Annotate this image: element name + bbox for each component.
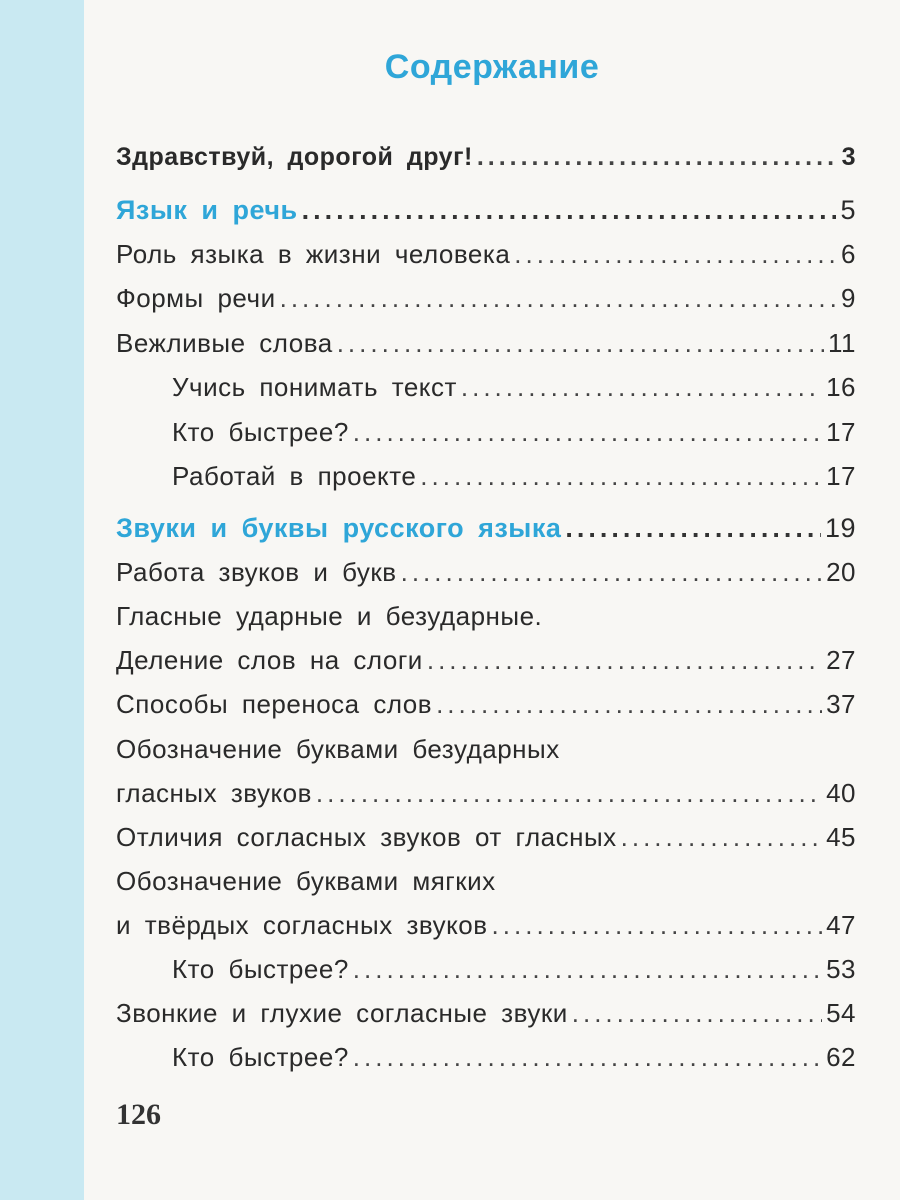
toc-entry-text: Отличия согласных звуков от гласных (116, 822, 617, 852)
toc-entry-page: 17 (826, 417, 856, 447)
toc-leader-dots (353, 954, 822, 985)
toc-entry[interactable] (116, 910, 856, 941)
toc-entry-page: 47 (826, 910, 856, 940)
page-title: Содержание (384, 48, 600, 86)
toc-entry-text: Гласные ударные и безударные. (116, 601, 543, 631)
toc-entry-text: гласных звуков (116, 778, 312, 808)
toc-entry-page: 45 (826, 822, 856, 852)
toc-section-heading[interactable] (116, 195, 856, 226)
toc-entry-page: 27 (826, 645, 856, 675)
toc-entry-text: Обозначение буквами мягких (116, 866, 496, 896)
toc-subentry[interactable] (172, 954, 856, 985)
page-margin-strip (0, 0, 84, 1200)
toc-entry-text: Учись понимать текст (172, 372, 457, 402)
toc-entry[interactable] (116, 866, 856, 897)
toc-entry[interactable] (116, 645, 856, 676)
toc-entry-page: 54 (826, 998, 856, 1028)
toc-leader-dots (492, 910, 823, 941)
toc-entry-text: Роль языка в жизни человека (116, 239, 511, 269)
toc-leader-dots (420, 461, 822, 492)
toc-subentry[interactable] (172, 417, 856, 448)
toc-entry-text: Кто быстрее? (172, 417, 349, 447)
toc-entry-text: Формы речи (116, 283, 276, 313)
toc-leader-dots (477, 143, 838, 172)
table-of-contents (116, 0, 856, 1200)
toc-leader-dots (621, 822, 822, 853)
toc-entry[interactable] (116, 998, 856, 1029)
toc-entry-text: Работай в проекте (172, 461, 417, 491)
toc-entry[interactable] (116, 778, 856, 809)
toc-leader-dots (572, 998, 822, 1029)
toc-entry-page: 37 (826, 689, 856, 719)
toc-section-heading[interactable] (116, 513, 856, 544)
toc-entry-text: Вежливые слова (116, 328, 333, 358)
toc-entry[interactable] (116, 822, 856, 853)
page-number: 126 (116, 1098, 161, 1131)
toc-entry-text: Способы переноса слов (116, 689, 433, 719)
toc-entry-page: 3 (841, 143, 856, 171)
toc-leader-dots (436, 689, 822, 720)
toc-subentry[interactable] (172, 461, 856, 492)
toc-entry-page: 40 (826, 778, 856, 808)
toc-leader-dots (427, 645, 822, 676)
toc-leader-dots (316, 778, 822, 809)
toc-entry-page: 53 (826, 954, 856, 984)
toc-entry[interactable] (116, 734, 856, 765)
toc-leader-dots (337, 328, 824, 359)
toc-entry[interactable] (116, 239, 856, 270)
toc-leader-dots (302, 195, 837, 226)
toc-entry-text: и твёрдых согласных звуков (116, 910, 488, 940)
toc-leader-dots (514, 239, 837, 270)
toc-entry-text: Здравствуй, дорогой друг! (116, 143, 473, 171)
toc-entry-text: Кто быстрее? (172, 1042, 349, 1072)
toc-entry-text: Деление слов на слоги (116, 645, 423, 675)
toc-entry-page: 62 (826, 1042, 856, 1072)
toc-entry-page: 17 (826, 461, 856, 491)
toc-entry-page: 9 (841, 283, 856, 313)
toc-leader-dots (353, 417, 822, 448)
toc-entry-page: 20 (826, 557, 856, 587)
toc-leader-dots (280, 283, 837, 314)
toc-entry-text: Обозначение буквами безударных (116, 734, 560, 764)
toc-entry[interactable] (116, 601, 856, 632)
toc-entry[interactable] (116, 328, 856, 359)
toc-entry-page: 6 (841, 239, 856, 269)
toc-entry-page: 19 (824, 513, 856, 543)
toc-entry-page: 16 (826, 372, 856, 402)
toc-entry[interactable] (116, 557, 856, 588)
toc-leader-dots (353, 1042, 822, 1073)
toc-leader-dots (461, 372, 822, 403)
toc-entry-text: Работа звуков и букв (116, 557, 397, 587)
toc-entry-text: Звуки и буквы русского языка (116, 513, 562, 543)
toc-entry-text: Язык и речь (116, 195, 298, 225)
toc-entry-page: 11 (828, 328, 856, 358)
toc-entry[interactable] (116, 689, 856, 720)
toc-entry[interactable] (116, 143, 856, 172)
toc-subentry[interactable] (172, 372, 856, 403)
toc-leader-dots (565, 513, 821, 544)
toc-entry-page: 5 (840, 195, 856, 225)
toc-entry-text: Звонкие и глухие согласные звуки (116, 998, 568, 1028)
toc-leader-dots (401, 557, 822, 588)
toc-entry[interactable] (116, 283, 856, 314)
toc-entry-text: Кто быстрее? (172, 954, 349, 984)
toc-subentry[interactable] (172, 1042, 856, 1073)
